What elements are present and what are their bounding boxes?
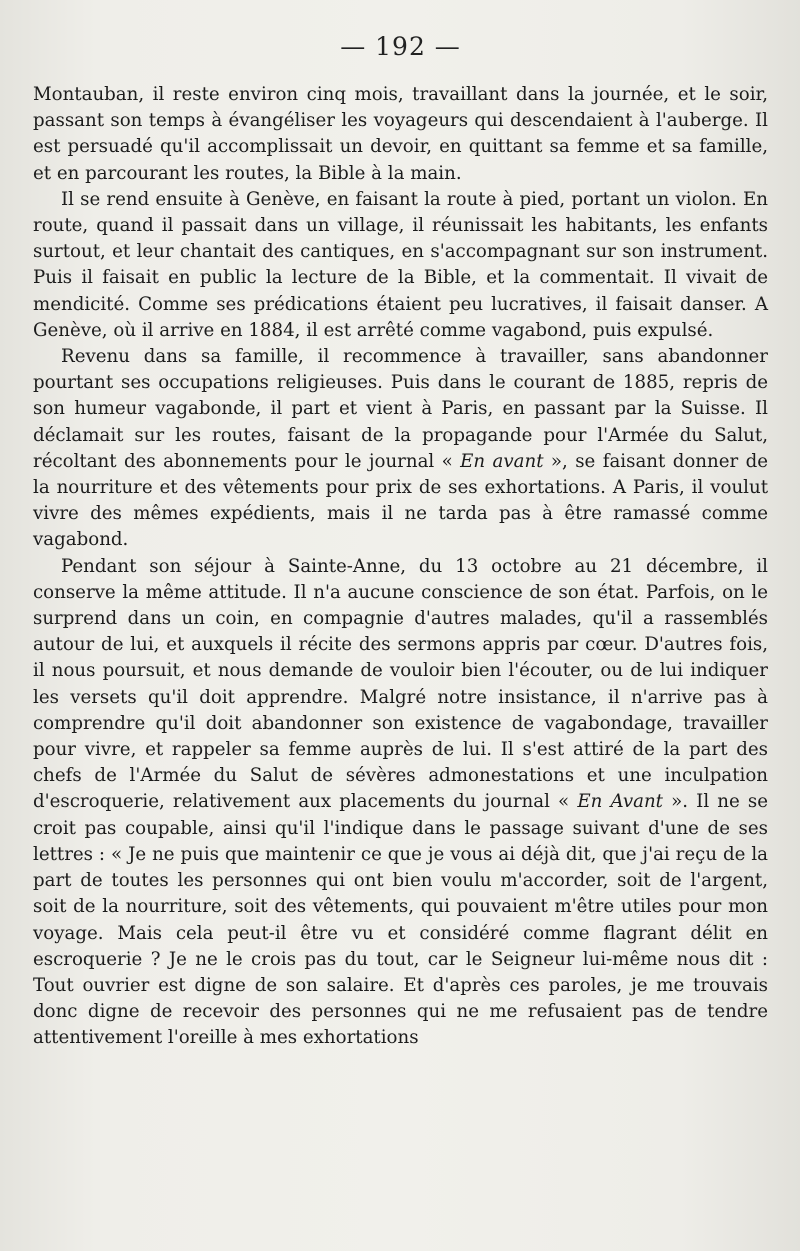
newspaper-title-italic: En Avant	[577, 791, 663, 813]
paragraph-4-text-before: Pendant son séjour à Sainte-Anne, du 13 octobre au 21 décembre, il conserve la même attitude. Il n'a aucune conscience de son état. Parfois, on le surprend dans un coin, en compagnie d'autres malades, qu'il a rassemblés autour de lui, et auxquels il récite des sermons appris par cœur. D'autres fois, il nous poursuit, et nous demande de vouloir bien l'écouter, ou de lui indiquer les versets qu'il doit apprendre. Malgré notre insistance, il n'arrive pas à comprendre qu'il doit abandonner son existence de vagabondage, travailler pour vivre, et rappeler sa femme auprès de lui. Il s'est attiré de la part des chefs de l'Armée du Salut de sévères admonestations et une inculpation d'escroquerie, relativement aux placements du journal «	[33, 555, 768, 813]
paragraph-2: Il se rend ensuite à Genève, en faisant la route à pied, portant un violon. En route, quand il passait dans un village, il réunissait les habitants, les enfants surtout, et leur chantait des cantiques, en s'accompagnant sur son instrument. Puis il faisait en public la lecture de la Bible, et la commentait. Il vivait de mendicité. Comme ses prédications étaient peu lucratives, il faisait danser. A Genève, où il arrive en 1884, il est arrêté comme vagabond, puis expulsé.	[33, 188, 768, 341]
paragraph-4	[33, 554, 768, 1052]
paragraph-4-text-after: ». Il ne se croit pas coupable, ainsi qu'il l'indique dans le passage suivant d'une de ses lettres : « Je ne puis que maintenir ce que je vous ai déjà dit, que j'ai reçu de la part de toutes les personnes qui ont bien voulu m'accorder, soit de l'argent, soit de la nourriture, soit des vêtements, qui pouvaient m'être utiles pour mon voyage. Mais cela peut-il être vu et considéré comme flagrant délit en escroquerie ? Je ne le crois pas du tout, car le Seigneur lui-même nous dit : Tout ouvrier est digne de son salaire. Et d'après ces paroles, je me trouvais donc digne de recevoir des personnes qui ne me refusaient pas de tendre attentivement l'oreille à mes exhortations	[33, 791, 769, 1049]
paragraph-3-text-before: Revenu dans sa famille, il recommence à travailler, sans abandonner pourtant ses occupations religieuses. Puis dans le courant de 1885, repris de son humeur vagabonde, il part et vient à Paris, en passant par la Suisse. Il déclamait sur les routes, faisant de la propagande pour l'Armée du Salut, récoltant des abonnements pour le journal «	[33, 346, 768, 472]
body-text	[33, 82, 768, 1052]
paragraph-3	[33, 344, 768, 554]
page-number: — 192 —	[340, 32, 461, 61]
paragraph-1: Montauban, il reste environ cinq mois, travaillant dans la journée, et le soir, passant son temps à évangéliser les voyageurs qui descendaient à l'auberge. Il est persuadé qu'il accomplissait un devoir, en quittant sa femme et sa famille, et en parcourant les routes, la Bible à la main.	[33, 84, 768, 184]
newspaper-title-italic: En avant	[460, 450, 544, 472]
paragraph-3-text-after: », se faisant donner de la nourriture et des vêtements pour prix de ses exhortations. A Paris, il voulut vivre des mêmes expédients, mais il ne tarda pas à être ramassé comme vagabond.	[33, 450, 768, 551]
